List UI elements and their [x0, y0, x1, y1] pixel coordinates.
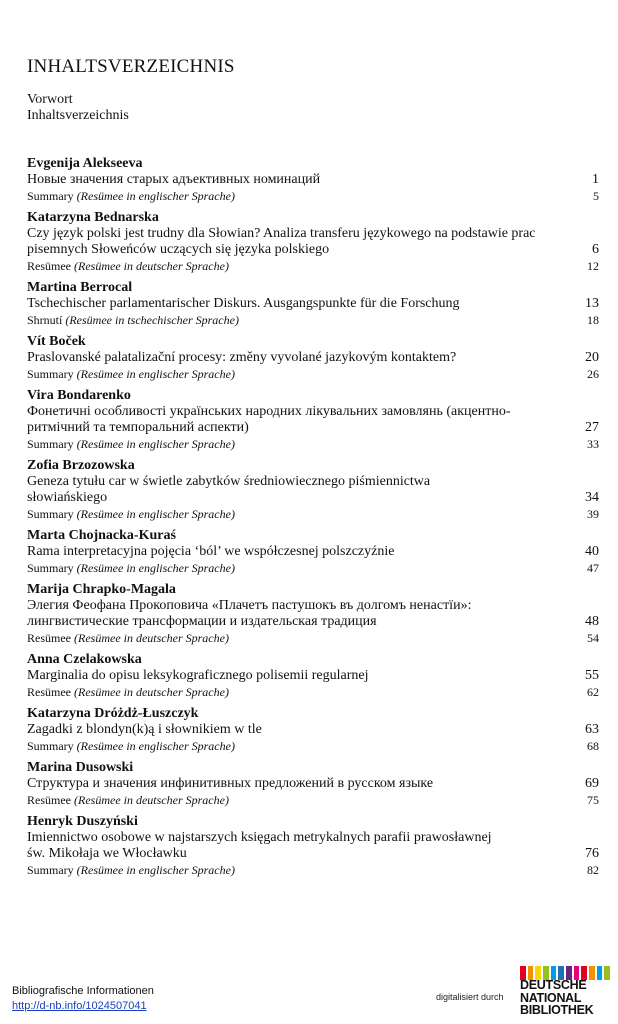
entry-page-number: 34: [585, 490, 599, 505]
entry-title-line: [27, 172, 599, 188]
entry-summary-line: [27, 258, 599, 274]
summary-label: Summary: [27, 863, 74, 877]
toc-entry: [27, 280, 599, 328]
entry-page-number: 40: [585, 544, 599, 559]
entry-title-text: Структура и значения инфинитивных предложений в русском языке: [27, 776, 434, 791]
entry-page-number: 6: [592, 242, 599, 257]
entry-title-line: [27, 776, 599, 792]
bibliographic-info-link[interactable]: http://d-nb.info/1024507041: [12, 1000, 147, 1012]
dnb-logo-line: BIBLIOTHEK: [520, 1003, 594, 1017]
dnb-logo-bar: [604, 966, 610, 980]
entry-title-line: [27, 242, 599, 258]
entry-title-line: [27, 226, 599, 242]
toc-entry: [27, 528, 599, 576]
summary-page-number: 54: [587, 631, 599, 645]
entry-title-text: Элегия Феофана Прокоповича «Плачетъ пастушокъ въ долгомъ ненастїи»:: [27, 598, 472, 613]
entry-title-text: pisemnych Słoweńców uczących się języka polskiego: [27, 242, 330, 257]
dnb-logo-bar: [597, 966, 603, 980]
dnb-logo-line: DEUTSCHE: [520, 978, 587, 992]
summary-label: Resümee: [27, 793, 71, 807]
entry-title-line: [27, 598, 599, 614]
entry-title-line: [27, 614, 599, 630]
entry-page-number: 27: [585, 420, 599, 435]
entry-summary-line: [27, 506, 599, 522]
preface-list: [27, 92, 129, 124]
entry-title-line: [27, 668, 599, 684]
toc-entry: [27, 760, 599, 808]
entry-author: Martina Berrocal: [27, 280, 133, 295]
entry-summary-line: [27, 436, 599, 452]
summary-page-number: 82: [587, 863, 599, 877]
entry-page-number: 76: [585, 846, 599, 861]
toc-entry: [27, 582, 599, 646]
entry-title-text: Rama interpretacyjna pojęcia ‘ból’ we współczesnej polszczyźnie: [27, 544, 395, 559]
entry-title-text: Marginalia do opisu leksykograficznego polisemii regularnej: [27, 668, 369, 683]
entry-author: Anna Czelakowska: [27, 652, 142, 667]
preface-item-foreword: Vorwort: [27, 92, 73, 107]
summary-page-number: 47: [587, 561, 599, 575]
preface-item-contents: Inhaltsverzeichnis: [27, 108, 129, 123]
summary-label: Summary: [27, 561, 74, 575]
entry-title-line: [27, 474, 599, 490]
entry-title-text: Imiennictwo osobowe w najstarszych księgach metrykalnych parafii prawosławnej: [27, 830, 492, 845]
entry-title-text: Zagadki z blondyn(k)ą i słownikiem w tle: [27, 722, 262, 737]
toc-entry: [27, 458, 599, 522]
dnb-logo-text: [520, 979, 593, 1017]
entry-page-number: 1: [592, 172, 599, 187]
summary-label: Resümee: [27, 631, 71, 645]
summary-language-note: (Resümee in englischer Sprache): [76, 189, 235, 203]
entry-author: Marta Chojnacka-Kuraś: [27, 528, 176, 543]
summary-label: Resümee: [27, 259, 71, 273]
bibliographic-info-label: Bibliografische Informationen: [12, 985, 154, 997]
entry-title-line: [27, 490, 599, 506]
summary-language-note: (Resümee in deutscher Sprache): [74, 793, 229, 807]
entry-title-text: św. Mikołaja we Włocławku: [27, 846, 187, 861]
summary-language-note: (Resümee in englischer Sprache): [76, 507, 235, 521]
entry-title-line: [27, 296, 599, 312]
entry-title-text: Новые значения старых адъективных номинаций: [27, 172, 321, 187]
dnb-logo-bar: [589, 966, 595, 980]
summary-label: Summary: [27, 739, 74, 753]
summary-language-note: (Resümee in englischer Sprache): [76, 367, 235, 381]
entry-title-line: [27, 846, 599, 862]
toc-entry: [27, 814, 599, 878]
entry-page-number: 48: [585, 614, 599, 629]
entry-summary-line: [27, 738, 599, 754]
entry-summary-line: [27, 630, 599, 646]
entry-title-text: лингвистические трансформации и издательская традиция: [27, 614, 377, 629]
entry-author: Katarzyna Dróżdż-Łuszczyk: [27, 706, 199, 721]
summary-page-number: 33: [587, 437, 599, 451]
entry-title-text: słowiańskiego: [27, 490, 108, 505]
toc-entry: [27, 706, 599, 754]
entry-author: Vira Bondarenko: [27, 388, 131, 403]
entry-author: Henryk Duszyński: [27, 814, 138, 829]
summary-page-number: 62: [587, 685, 599, 699]
summary-language-note: (Resümee in englischer Sprache): [76, 739, 235, 753]
summary-language-note: (Resümee in tschechischer Sprache): [65, 313, 239, 327]
entry-page-number: 20: [585, 350, 599, 365]
dnb-logo-line: NATIONAL: [520, 990, 582, 1005]
summary-language-note: (Resümee in deutscher Sprache): [74, 259, 229, 273]
summary-language-note: (Resümee in englischer Sprache): [76, 863, 235, 877]
summary-label: Summary: [27, 367, 74, 381]
toc-entry: [27, 210, 599, 274]
entry-title-text: Фонетичні особливості українських народних лікувальних замовлянь (акцентно-: [27, 404, 511, 419]
toc-entry: [27, 334, 599, 382]
entry-title-line: [27, 420, 599, 436]
summary-language-note: (Resümee in deutscher Sprache): [74, 685, 229, 699]
entry-page-number: 13: [585, 296, 599, 311]
summary-label: Resümee: [27, 685, 71, 699]
entry-title-line: [27, 544, 599, 560]
entry-author: Katarzyna Bednarska: [27, 210, 159, 225]
entry-summary-line: [27, 684, 599, 700]
summary-label: Summary: [27, 507, 74, 521]
entry-page-number: 69: [585, 776, 599, 791]
entry-author: Marina Dusowski: [27, 760, 134, 775]
entry-summary-line: [27, 560, 599, 576]
entry-title-line: [27, 830, 599, 846]
entry-summary-line: [27, 792, 599, 808]
summary-page-number: 26: [587, 367, 599, 381]
entry-author: Evgenija Alekseeva: [27, 156, 143, 171]
entry-title-line: [27, 404, 599, 420]
summary-page-number: 18: [587, 313, 599, 327]
entry-author: Vít Boček: [27, 334, 86, 349]
entry-page-number: 55: [585, 668, 599, 683]
summary-label: Summary: [27, 437, 74, 451]
entry-summary-line: [27, 312, 599, 328]
entry-title-text: Czy język polski jest trudny dla Słowian? Analiza transferu językowego na podstawie prac: [27, 226, 536, 241]
entry-title-line: [27, 350, 599, 366]
summary-page-number: 68: [587, 739, 599, 753]
summary-label: Shrnutí: [27, 313, 63, 327]
entry-title-text: Praslovanské palatalizační procesy: změny vyvolané jazykovým kontaktem?: [27, 350, 457, 365]
toc-entry: [27, 652, 599, 700]
entry-summary-line: [27, 366, 599, 382]
summary-language-note: (Resümee in englischer Sprache): [76, 437, 235, 451]
digitized-by-label: digitalisiert durch: [436, 992, 504, 1002]
summary-language-note: (Resümee in deutscher Sprache): [74, 631, 229, 645]
bibliographic-info: [12, 984, 154, 1014]
summary-label: Summary: [27, 189, 74, 203]
summary-page-number: 75: [587, 793, 599, 807]
entry-summary-line: [27, 188, 599, 204]
entry-title-text: Geneza tytułu car w świetle zabytków średniowiecznego piśmiennictwa: [27, 474, 431, 489]
entry-author: Zofia Brzozowska: [27, 458, 135, 473]
summary-page-number: 12: [587, 259, 599, 273]
toc-entries: [27, 156, 599, 884]
entry-title-line: [27, 722, 599, 738]
entry-title-text: Tschechischer parlamentarischer Diskurs. Ausgangspunkte für die Forschung: [27, 296, 460, 311]
entry-page-number: 63: [585, 722, 599, 737]
entry-author: Marija Chrapko-Magala: [27, 582, 176, 597]
entry-summary-line: [27, 862, 599, 878]
entry-title-text: ритмічний та темпоральний аспекти): [27, 420, 249, 435]
dnb-logo: [520, 966, 610, 1021]
page-title: INHALTSVERZEICHNIS: [27, 56, 235, 77]
summary-page-number: 5: [593, 189, 599, 203]
toc-entry: [27, 388, 599, 452]
summary-page-number: 39: [587, 507, 599, 521]
toc-entry: [27, 156, 599, 204]
summary-language-note: (Resümee in englischer Sprache): [76, 561, 235, 575]
